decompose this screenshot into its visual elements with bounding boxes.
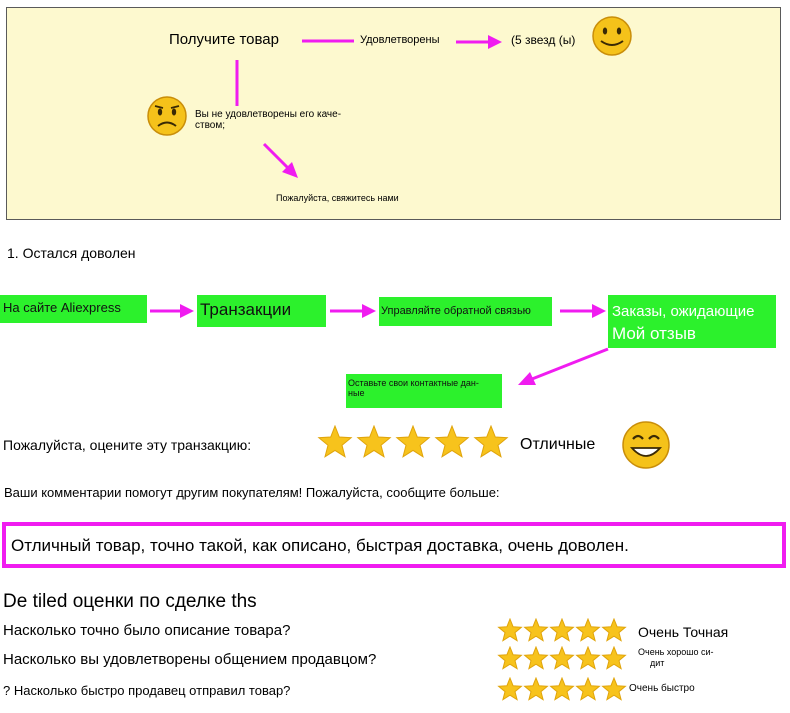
step-leave-contacts: [346, 374, 502, 408]
arrow-to-five-stars: [454, 33, 504, 51]
section-heading-satisfied: 1. Остался доволен: [7, 245, 136, 261]
dissatisfied-text-line1: Вы не удовлетворены его каче-: [195, 109, 342, 120]
step-leave-contacts-line1: Оставьте свои контактные дан-: [348, 378, 479, 388]
detailed-row-1-star-4-icon[interactable]: [577, 619, 600, 641]
arrow-step3-step4: [558, 302, 608, 320]
rating-value-label: Отличные: [520, 436, 596, 453]
overall-rating-star-3-icon[interactable]: [397, 426, 429, 457]
detailed-row-3-star-4-icon[interactable]: [577, 678, 600, 700]
happy-face-icon: [590, 15, 634, 57]
step-orders-label-line1: Заказы, ожидающие: [612, 303, 755, 320]
arrow-step4-step5: [506, 345, 612, 391]
detailed-row-2-star-3-icon[interactable]: [551, 647, 574, 669]
detailed-row-3-star-1-icon[interactable]: [499, 678, 522, 700]
unhappy-face-icon: [145, 95, 189, 137]
step-manage-feedback-label: Управляйте обратной связью: [381, 305, 531, 317]
arrow-to-contact: [260, 140, 302, 182]
arrow-step2-step3: [328, 302, 378, 320]
overall-rating-star-4-icon[interactable]: [436, 426, 468, 457]
overall-rating-star-2-icon[interactable]: [358, 426, 390, 457]
comment-text: Отличный товар, точно такой, как описано, быстрая доставка, очень доволен.: [11, 536, 629, 555]
detailed-row-3-star-2-icon[interactable]: [525, 678, 548, 700]
receive-goods-label: Получите товар: [169, 31, 279, 48]
step-orders-label-line2: Мой отзыв: [612, 324, 696, 343]
step-manage-feedback: [379, 297, 552, 326]
detailed-row-2-star-2-icon[interactable]: [525, 647, 548, 669]
step-aliexpress-label: На сайте Aliexpress: [3, 300, 121, 315]
rate-transaction-prompt: Пожалуйста, оцените эту транзакцию:: [3, 437, 252, 453]
stars-shipping-speed[interactable]: [497, 677, 631, 703]
overall-rating-star-1-icon[interactable]: [319, 426, 351, 457]
step-transactions: [197, 295, 326, 327]
stars-seller-communication[interactable]: [497, 646, 631, 672]
detailed-row-1-star-5-icon[interactable]: [603, 619, 626, 641]
grinning-face-icon: [620, 420, 672, 470]
step-leave-contacts-line2: ные: [348, 388, 365, 398]
question-seller-communication: Насколько вы удовлетворены общением продавцом?: [3, 651, 377, 668]
question-shipping-speed: ? Насколько быстро продавец отправил товар?: [3, 683, 291, 698]
answer-seller-communication-line1: Очень хорошо си-: [638, 647, 714, 657]
detailed-row-2-star-4-icon[interactable]: [577, 647, 600, 669]
contact-us-label: Пожалуйста, свяжитесь нами: [276, 193, 399, 203]
detailed-row-3-star-3-icon[interactable]: [551, 678, 574, 700]
overall-rating-star-5-icon[interactable]: [475, 426, 507, 457]
answer-shipping-speed: Очень быстро: [629, 683, 695, 694]
question-description-accuracy: Насколько точно было описание товара?: [3, 622, 291, 639]
step-transactions-label: Транзакции: [200, 300, 292, 319]
comments-prompt: Ваши комментарии помогут другим покупателям! Пожалуйста, сообщите больше:: [4, 485, 500, 500]
comment-textbox[interactable]: [2, 522, 786, 568]
answer-description-accuracy: Очень Точная: [638, 624, 729, 640]
step-aliexpress: [0, 295, 147, 323]
vertical-connector: [233, 60, 241, 108]
detailed-row-2-star-1-icon[interactable]: [499, 647, 522, 669]
five-stars-label: (5 звезд (ы): [511, 33, 576, 47]
overall-rating-stars[interactable]: [317, 425, 513, 461]
stars-description-accuracy[interactable]: [497, 618, 631, 644]
satisfied-label: Удовлетворены: [360, 34, 440, 46]
detailed-row-1-star-3-icon[interactable]: [551, 619, 574, 641]
step-orders-awaiting-review: [608, 295, 776, 348]
detailed-row-3-star-5-icon[interactable]: [603, 678, 626, 700]
detailed-row-1-star-1-icon[interactable]: [499, 619, 522, 641]
dissatisfied-text-line2: ством;: [195, 120, 225, 131]
arrow-step1-step2: [148, 302, 196, 320]
detailed-row-2-star-5-icon[interactable]: [603, 647, 626, 669]
detailed-row-1-star-2-icon[interactable]: [525, 619, 548, 641]
arrow-to-satisfied: [300, 32, 356, 50]
detailed-ratings-heading: De tiled оценки по сделке ths: [3, 591, 257, 612]
answer-seller-communication-line2: дит: [650, 658, 665, 668]
